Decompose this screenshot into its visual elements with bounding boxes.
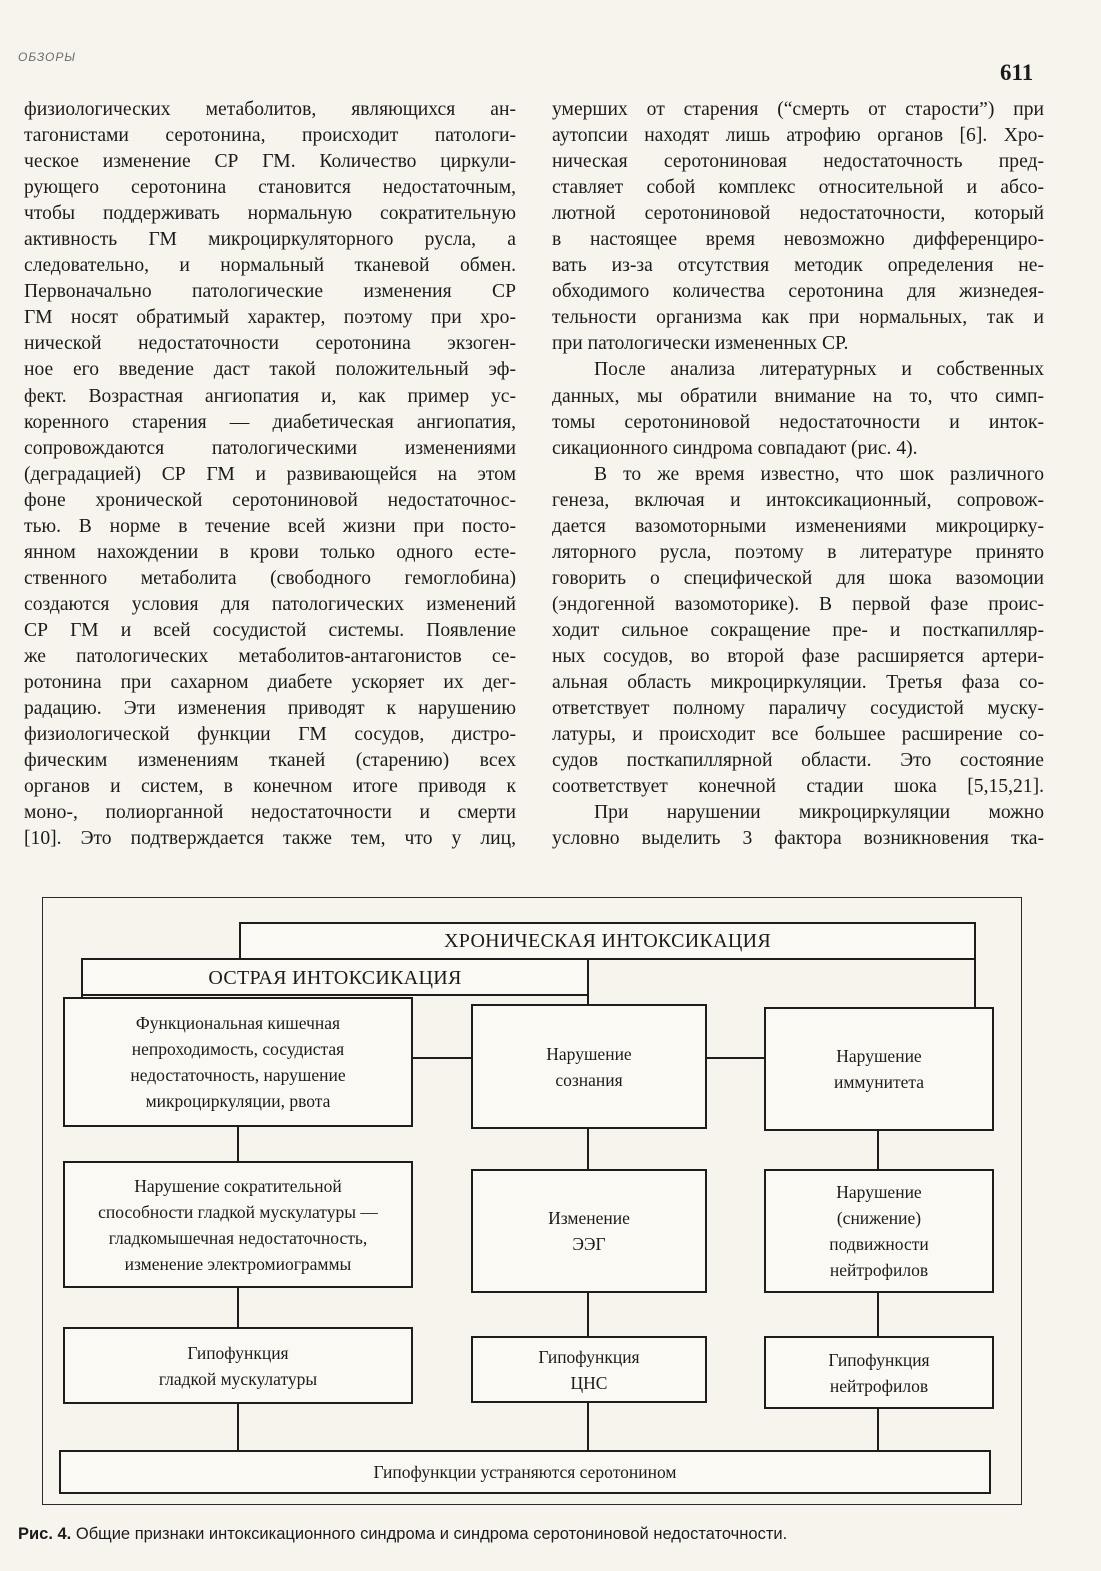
text-line: соответствует конечной стадии шока [5,15,21]. bbox=[552, 776, 1044, 798]
text-line: нической недостаточности серотонина экзоген- bbox=[24, 333, 516, 355]
text-line: ходит сильное сокращение пре- и посткапилляр- bbox=[552, 619, 1044, 641]
text-line: ротонина при сахарном диабете ускоряет их дег- bbox=[24, 672, 516, 694]
text-line: В то же время известно, что шок различного bbox=[594, 463, 1044, 485]
text-line: тью. В норме в течение всей жизни при посто- bbox=[24, 515, 516, 537]
left-bottom-label: Гипофункция гладкой мускулатуры bbox=[158, 1342, 318, 1389]
figure-caption bbox=[18, 1525, 787, 1544]
acute-intoxication-label: ОСТРАЯ ИНТОКСИКАЦИЯ bbox=[208, 967, 462, 989]
text-line: активность ГМ микроциркуляторного русла, а bbox=[24, 229, 516, 251]
text-line: коренного старения — диабетическая ангиопатия, bbox=[24, 411, 516, 433]
text-line: следовательно, и нормальный тканевой обмен. bbox=[24, 255, 516, 277]
text-line: аутопсии находят лишь атрофию органов [6]. Хро- bbox=[552, 125, 1044, 147]
text-line: тагонистами серотонина, происходит патологи- bbox=[24, 125, 516, 147]
text-line: янном нахождении в крови только одного есте- bbox=[24, 541, 516, 563]
left-mid-label: Нарушение сократительной способности гладкой мускулатуры — гладкомышечная недостаточность, изменение электромиограммы bbox=[98, 1175, 378, 1274]
text-line: ственного метаболита (свободного гемоглобина) bbox=[24, 567, 516, 589]
text-line: При нарушении микроциркуляции можно bbox=[594, 802, 1044, 824]
text-line: альная область микроциркуляции. Третья фаза со- bbox=[552, 672, 1044, 694]
text-line: дается вазомоторными изменениями микроцирку- bbox=[552, 515, 1044, 537]
text-line: ляторного русла, поэтому в литературе принято bbox=[552, 541, 1044, 563]
text-line: Первоначально патологические изменения СР bbox=[24, 281, 516, 303]
text-line: данных, мы обратили внимание на то, что симп- bbox=[552, 385, 1044, 407]
text-line: фическим изменениям тканей (старению) всех bbox=[24, 750, 516, 772]
text-line: физиологической функции ГМ сосудов, дистро- bbox=[24, 724, 516, 746]
text-line: (деградацией) СР ГМ и развивающейся на этом bbox=[24, 463, 516, 485]
text-line: говорить о специфической для шока вазомоции bbox=[552, 567, 1044, 589]
right-bottom-label: Гипофункция нейтрофилов bbox=[828, 1349, 930, 1396]
text-line: создаются условия для патологических изменений bbox=[24, 593, 516, 615]
text-line: ответствует полному параличу сосудистой муску- bbox=[552, 698, 1044, 720]
center-top-label: Нарушение сознания bbox=[546, 1043, 632, 1090]
center-mid-label: Изменение ЭЭГ bbox=[548, 1208, 630, 1254]
text-line: обходимого количества серотонина для жизнедея- bbox=[552, 281, 1044, 303]
text-line: чтобы поддерживать нормальную сократительную bbox=[24, 203, 516, 225]
text-line: фект. Возрастная ангиопатия и, как пример ус- bbox=[24, 385, 516, 407]
text-line: вать из-за отсутствия методик определения не- bbox=[552, 255, 1044, 277]
section-label: ОБЗОРЫ bbox=[18, 50, 76, 64]
text-line: моно-, полиорганной недостаточности и смерти bbox=[24, 802, 516, 824]
text-line: [10]. Это подтверждается также тем, что у лиц, bbox=[24, 828, 516, 850]
text-line: ное его введение даст такой положительный эф- bbox=[24, 359, 516, 381]
text-line: сопровождаются патологическими изменениями bbox=[24, 437, 516, 459]
text-line: ставляет собой комплекс относительной и абсо- bbox=[552, 177, 1044, 199]
text-line: при патологически измененных СР. bbox=[552, 333, 849, 355]
page-number: 611 bbox=[1000, 60, 1034, 85]
text-line: генеза, включая и интоксикационный, сопровож- bbox=[552, 489, 1044, 511]
chronic-intoxication-label: ХРОНИЧЕСКАЯ ИНТОКСИКАЦИЯ bbox=[444, 930, 771, 952]
text-line: органов и систем, в конечном итоге приводя к bbox=[24, 776, 516, 798]
text-line: в настоящее время невозможно дифференциро- bbox=[552, 229, 1044, 251]
text-line: ГМ носят обратимый характер, поэтому при хро- bbox=[24, 307, 516, 329]
figure-caption-text: Общие признаки интоксикационного синдрома и синдрома серотониновой недостаточности. bbox=[75, 1525, 788, 1543]
text-line: томы серотониновой недостаточности и инток- bbox=[552, 411, 1044, 433]
right-top-label: Нарушение иммунитета bbox=[833, 1046, 925, 1092]
text-line: фоне хронической серотониновой недостаточнос- bbox=[24, 489, 516, 511]
left-top-label: Функциональная кишечная непроходимость, сосудистая недостаточность, нарушение микроциркуляции, рвота bbox=[130, 1013, 346, 1111]
center-bottom-label: Гипофункция ЦНС bbox=[538, 1346, 640, 1393]
text-line: ническая серотониновая недостаточность пред- bbox=[552, 151, 1044, 173]
text-line: же патологических метаболитов-антагонистов се- bbox=[24, 645, 516, 667]
right-mid-label: Нарушение (снижение) подвижности нейтрофилов bbox=[829, 1182, 929, 1280]
text-line: физиологических метаболитов, являющихся ан- bbox=[24, 99, 516, 120]
text-line: латуры, и происходит все большее расширение со- bbox=[552, 724, 1044, 746]
text-line: сикационного синдрома совпадают (рис. 4). bbox=[552, 437, 918, 459]
text-line: ческое изменение СР ГМ. Количество циркули- bbox=[24, 151, 516, 173]
figure-caption-label: Рис. 4. bbox=[18, 1525, 72, 1543]
text-line: (эндогенной вазомоторике). В первой фазе проис- bbox=[552, 593, 1044, 615]
text-line: рующего серотонина становится недостаточным, bbox=[24, 177, 516, 199]
text-line: лютной серотониновой недостаточности, который bbox=[552, 203, 1044, 225]
text-line: ных сосудов, во второй фазе расширяется артери- bbox=[552, 645, 1044, 667]
text-line: СР ГМ и всей сосудистой системы. Появление bbox=[24, 619, 516, 641]
text-line: После анализа литературных и собственных bbox=[594, 359, 1044, 381]
text-line: условно выделить 3 фактора возникновения тка- bbox=[552, 828, 1044, 850]
footer-label: Гипофункции устраняются серотонином bbox=[373, 1462, 677, 1482]
text-line: умерших от старения (“смерть от старости”) при bbox=[552, 99, 1044, 120]
text-line: тельности организма как при нормальных, так и bbox=[552, 307, 1044, 329]
text-line: радацию. Эти изменения приводят к нарушению bbox=[24, 698, 516, 720]
text-line: судов посткапиллярной области. Это состояние bbox=[552, 750, 1044, 772]
